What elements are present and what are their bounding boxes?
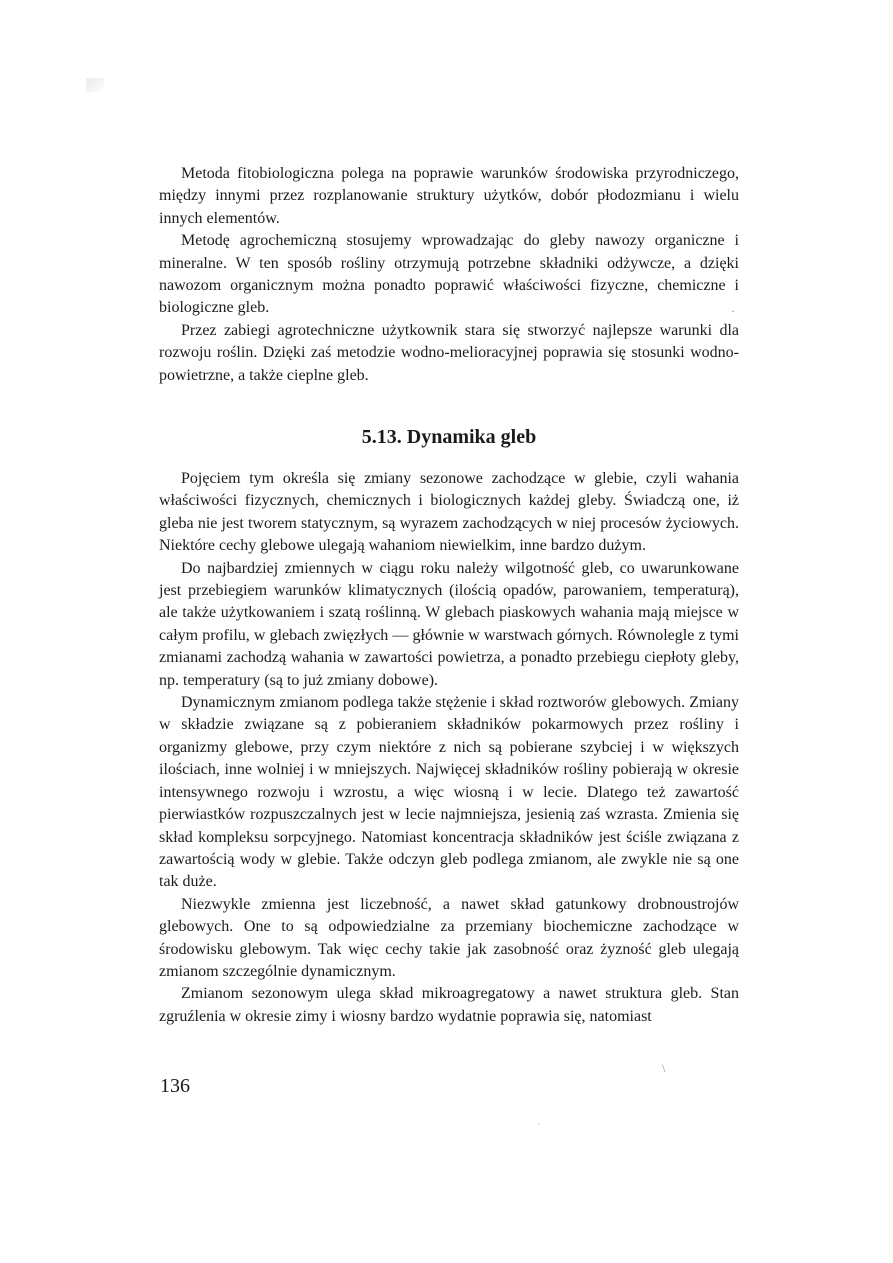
scan-speck: \ — [662, 1061, 666, 1075]
scan-speck: · — [537, 1117, 541, 1131]
section-heading: 5.13. Dynamika gleb — [361, 426, 537, 448]
paragraph: Metoda fitobiologiczna polega na poprawie warunków środowiska przyrodniczego, między innymi przez rozplanowanie struktury użytków, dobór płodozmianu i wielu innych elementów. — [159, 165, 739, 227]
paragraph: Zmianom sezonowym ulega skład mikroagregatowy a nawet struktura gleb. Stan zgruźlenia w okresie zimy i wiosny bardzo wydatnie poprawia się, natomiast — [159, 985, 739, 1025]
intro-text-block — [159, 163, 739, 387]
page-number: 136 — [160, 1075, 190, 1097]
scan-artifact — [86, 78, 104, 92]
paragraph: Niezwykle zmienna jest liczebność, a nawet skład gatunkowy drobnoustrojów glebowych. One to są odpowiedzialne za przemiany biochemiczne zachodzące w środowisku glebowym. Tak więc cechy takie jak zasobność oraz żyzność gleb ulegają zmianom szczególnie dynamicznym. — [159, 895, 739, 980]
scan-speck: · — [731, 304, 735, 318]
paragraph: Pojęciem tym określa się zmiany sezonowe zachodzące w glebie, czyli wahania właściwości fizycznych, chemicznych i biologicznych każdej gleby. Świadczą one, iż gleba nie jest tworem statycznym, są wyrazem zachodzących w niej procesów życiowych. Niektóre cechy glebowe ulegają wahaniom niewielkim, inne bardzo dużym. — [159, 470, 739, 555]
paragraph: Przez zabiegi agrotechniczne użytkownik stara się stworzyć najlepsze warunki dla rozwoju roślin. Dzięki zaś metodzie wodno-melioracyjnej poprawia się stosunki wodno-powietrzne, a także cieplne gleb. — [159, 321, 739, 384]
section-text-block — [159, 468, 739, 1028]
paragraph: Dynamicznym zmianom podlega także stężenie i skład roztworów glebowych. Zmiany w składzie związane są z pobieraniem składników pokarmowych przez rośliny i organizmy glebowe, przy czym niektóre z nich są pobierane szybciej i w większych ilościach, inne wolniej i w mniejszych. Najwięcej składników rośliny pobierają w okresie intensywnego rozwoju i wzrostu, a więc wiosną i w lecie. Dlatego też zawartość pierwiastków rozpuszczalnych jest w lecie najmniejsza, jesienią zaś wzrasta. Zmienia się skład kompleksu sorpcyjnego. Natomiast koncentracja składników jest ściśle związana z zawartością wody w glebie. Także odczyn gleb podlega zmianom, ale zwykle nie są one tak duże. — [159, 694, 739, 891]
paragraph: Metodę agrochemiczną stosujemy wprowadzając do gleby nawozy organiczne i mineralne. W ten sposób rośliny otrzymują potrzebne składniki odżywcze, a dzięki nawozom organicznym można ponadto poprawić właściwości fizyczne, chemiczne i biologiczne gleb. — [159, 232, 739, 317]
paragraph: Do najbardziej zmiennych w ciągu roku należy wilgotność gleb, co uwarunkowane jest przebiegiem warunków klimatycznych (ilością opadów, parowaniem, temperaturą), ale także użytkowaniem i szatą roślinną. W glebach piaskowych wahania mają miejsce w całym profilu, w glebach zwięzłych — głównie w warstwach górnych. Równolegle z tymi zmianami zachodzą wahania w zawartości powietrza, a ponadto przebiegu ciepłoty gleby, np. temperatury (są to już zmiany dobowe). — [159, 559, 739, 689]
